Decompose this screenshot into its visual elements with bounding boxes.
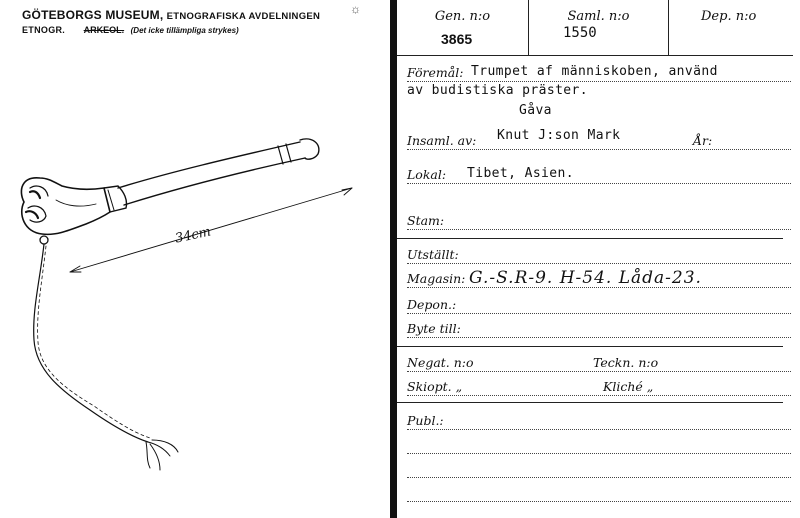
negat-row (407, 352, 791, 372)
museum-name: GÖTEBORGS MUSEUM, (22, 8, 164, 22)
utstallt-label: Utställt: (407, 247, 459, 262)
gen-number-value: 3865 (441, 31, 473, 47)
lokal-row (407, 164, 791, 184)
dimension-label: 34cm (173, 224, 213, 247)
foremal-value-line1: Trumpet af människoben, använd (471, 64, 718, 79)
category-note: (Det icke tillämpliga strykes) (130, 26, 239, 35)
publ-line-2 (407, 434, 791, 454)
skiopt-label: Skiopt. „ (407, 379, 463, 394)
number-header (397, 0, 793, 56)
trumpet-sketch (0, 40, 390, 518)
insaml-row (407, 130, 791, 150)
dimension-arrow (70, 188, 352, 272)
teckn-label: Teckn. n:o (593, 355, 659, 370)
utstallt-row (407, 244, 791, 264)
saml-number-label: Saml. n:o (567, 9, 630, 24)
magasin-label: Magasin: (407, 271, 466, 286)
byte-row (407, 318, 791, 338)
gen-number-cell (397, 0, 529, 56)
trumpet-ring (40, 236, 48, 244)
insaml-value: Knut J:son Mark (497, 128, 621, 143)
foremal-row-3 (407, 100, 791, 120)
foremal-value-line3: Gåva (519, 103, 552, 118)
depon-row (407, 294, 791, 314)
dep-number-label: Dep. n:o (701, 9, 757, 24)
publ-line-3 (407, 458, 791, 478)
ar-label: År: (693, 133, 713, 148)
foremal-row-2 (407, 80, 791, 100)
cord-tassel (146, 440, 178, 470)
publ-label: Publ.: (407, 413, 444, 428)
publ-row (407, 410, 791, 430)
foremal-row (407, 62, 791, 82)
stam-label: Stam: (407, 213, 445, 228)
category-arkeol-struck: ARKEOL. (83, 25, 125, 35)
section-separator-1 (397, 238, 783, 239)
negat-label: Negat. n:o (407, 355, 474, 370)
department-name: ETNOGRAFISKA AVDELNINGEN (166, 11, 321, 22)
section-separator-2 (397, 346, 783, 347)
trumpet-mouthpiece (300, 139, 319, 159)
braided-cord (34, 244, 148, 442)
corner-mark: ☼ (350, 2, 361, 16)
depon-label: Depon.: (407, 297, 457, 312)
gen-number-label: Gen. n:o (434, 9, 491, 24)
publ-line-4 (407, 482, 791, 502)
saml-number-cell (529, 0, 669, 56)
museum-header (22, 8, 320, 22)
skiopt-row (407, 376, 791, 396)
foremal-label: Föremål: (407, 65, 464, 80)
category-etnogr: ETNOGR. (22, 25, 66, 35)
insaml-label: Insaml. av: (407, 133, 477, 148)
catalog-card (397, 0, 800, 518)
category-line (22, 25, 239, 35)
section-separator-3 (397, 402, 783, 403)
saml-number-value: 1550 (563, 25, 597, 41)
lokal-label: Lokal: (407, 167, 447, 182)
card-divider (390, 0, 397, 518)
lokal-value: Tibet, Asien. (467, 166, 574, 181)
kliche-label: Kliché „ (603, 379, 654, 394)
magasin-value: G.-S.R-9. H-54. Låda-23. (469, 268, 702, 288)
foremal-value-line2: av budistiska präster. (407, 83, 588, 98)
dep-number-cell (669, 0, 793, 56)
byte-label: Byte till: (407, 321, 461, 336)
stam-row (407, 210, 791, 230)
magasin-row (407, 268, 791, 288)
